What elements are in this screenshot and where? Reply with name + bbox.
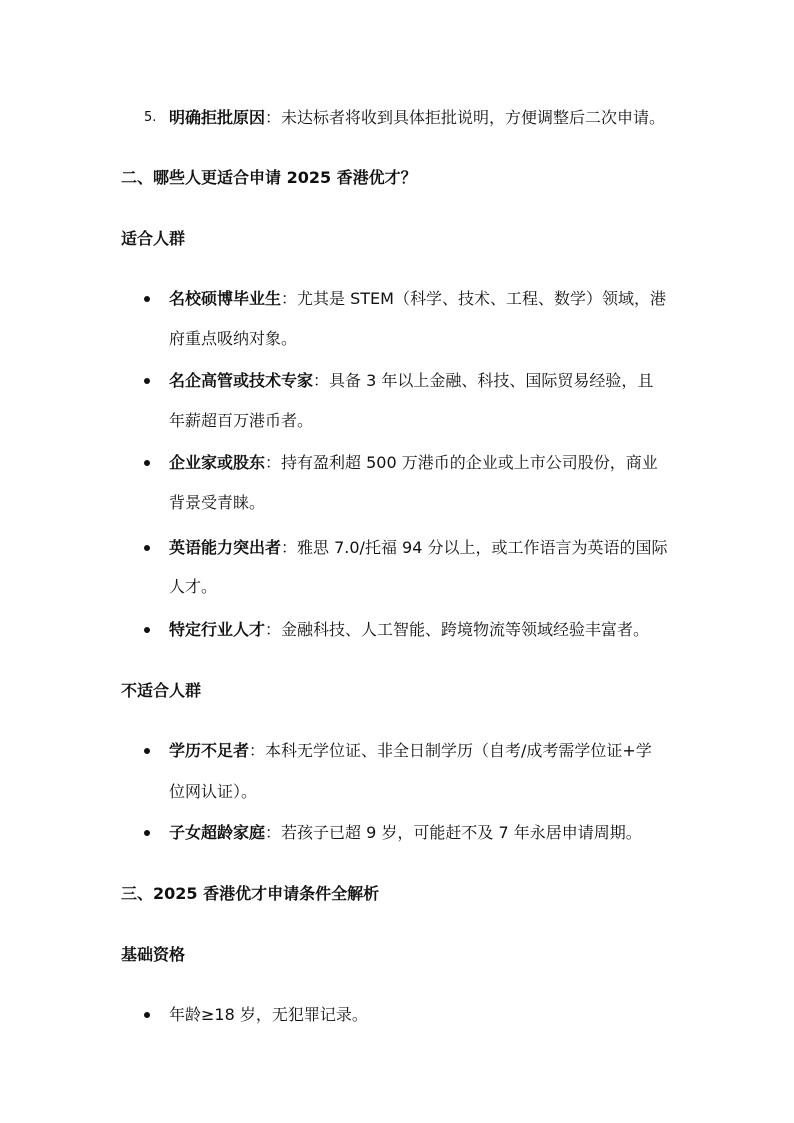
list-item-continuation: 年薪超百万港币者。 (169, 411, 314, 430)
list-item-bold-label: 特定行业人才 (169, 620, 266, 639)
list-number: 5. (144, 110, 157, 125)
subsection-heading: 适合人群 (121, 229, 186, 248)
list-item-text: ：尤其是 STEM（科学、技术、工程、数学）领域，港 (281, 289, 666, 308)
bullet-icon (144, 830, 150, 836)
list-item (169, 821, 642, 845)
list-item-text: ：具备 3 年以上金融、科技、国际贸易经验，且 (313, 371, 654, 390)
list-item-continuation: 府重点吸纳对象。 (169, 329, 298, 348)
list-item (169, 369, 653, 393)
list-item-text: ：持有盈利超 500 万港币的企业或上市公司股份，商业 (265, 453, 658, 472)
bullet-icon (144, 627, 150, 633)
bullet-icon (144, 296, 150, 302)
list-item-continuation: 背景受青睐。 (169, 493, 266, 512)
subsection-heading: 不适合人群 (121, 681, 202, 700)
list-item-text: ：若孩子已超 9 岁，可能赶不及 7 年永居申请周期。 (265, 823, 642, 842)
list-item-bold-label: 英语能力突出者 (169, 538, 282, 557)
bullet-icon (144, 1012, 150, 1018)
list-item (169, 451, 658, 475)
list-item (169, 536, 667, 560)
list-item-bold-label: 子女超龄家庭 (169, 823, 266, 842)
list-item-text: ：雅思 7.0/托福 94 分以上，或工作语言为英语的国际 (281, 538, 668, 557)
section-title: 二、哪些人更适合申请 2025 香港优才？ (121, 168, 417, 187)
list-item-text: ：金融科技、人工智能、跨境物流等领域经验丰富者。 (265, 620, 650, 639)
subsection-heading: 基础资格 (121, 945, 186, 964)
list-item-continuation: 人才。 (169, 577, 218, 596)
numbered-list-item (169, 106, 665, 130)
list-item-text: 年龄≥18 岁，无犯罪记录。 (169, 1005, 368, 1024)
section-title: 三、2025 香港优才申请条件全解析 (121, 884, 380, 903)
bullet-icon (144, 748, 150, 754)
list-item-bold-label: 明确拒批原因 (169, 108, 266, 127)
list-item-text: ：本科无学位证、非全日制学历（自考/成考需学位证+学 (249, 741, 652, 760)
bullet-icon (144, 378, 150, 384)
list-item-continuation: 位网认证）。 (169, 782, 258, 801)
list-item-bold-label: 企业家或股东 (169, 453, 266, 472)
bullet-icon (144, 545, 150, 551)
list-item-bold-label: 名企高管或技术专家 (169, 371, 314, 390)
list-item-bold-label: 名校硕博毕业生 (169, 289, 282, 308)
bullet-icon (144, 460, 150, 466)
list-item (169, 287, 666, 311)
list-item (169, 618, 649, 642)
list-item (169, 739, 652, 763)
list-item-bold-label: 学历不足者 (169, 741, 250, 760)
list-item-text: ：未达标者将收到具体拒批说明，方便调整后二次申请。 (265, 108, 666, 127)
